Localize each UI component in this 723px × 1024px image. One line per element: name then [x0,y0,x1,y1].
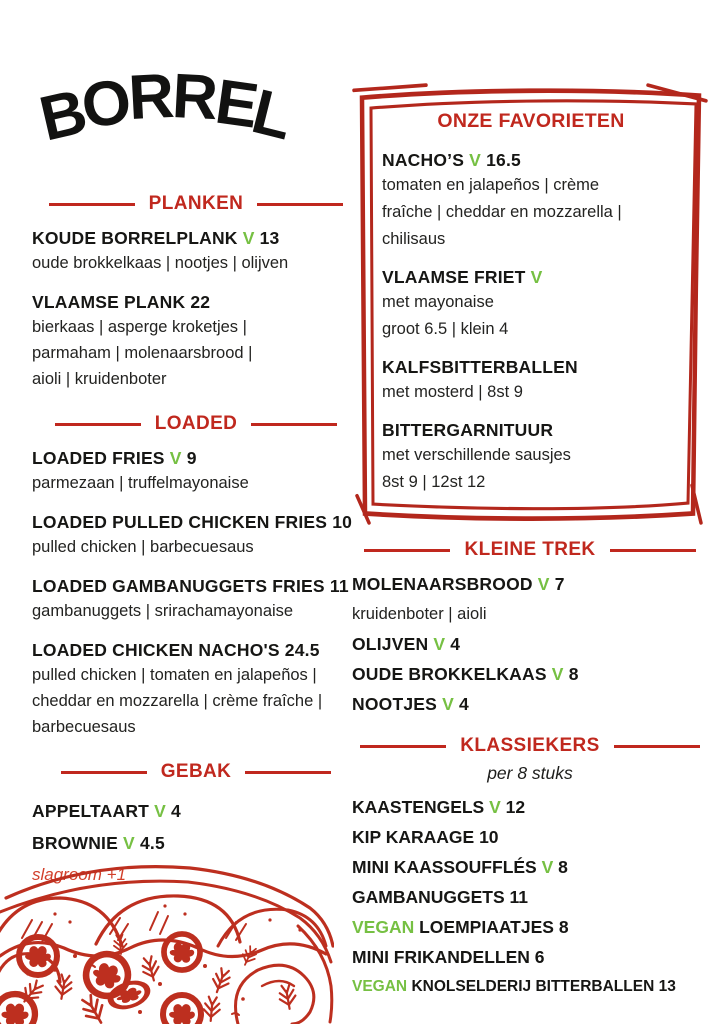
price: 6 [534,947,545,967]
veg-marker: V [489,797,501,817]
page-title [32,50,360,172]
price: 4.5 [139,833,165,853]
section-header [32,413,360,435]
menu-item-title: OUDE BROKKELKAAS V 8 [352,664,579,684]
item-desc-line: barbecuesaus [32,718,136,736]
item-desc-line: pulled chicken | tomaten en jalapeños | [32,666,317,684]
item-desc-line: oude brokkelkaas | nootjes | olijven [32,254,289,272]
item-desc-line: met mosterd | 8st 9 [382,383,523,401]
section-header [32,193,360,215]
nachos-illustration [0,854,334,1024]
divider-line [49,203,135,206]
menu-item [32,639,360,740]
menu-item-title: VLAAMSE FRIET V [382,267,543,287]
title-letter: L [244,76,298,154]
menu-item-title: LOADED FRIES V 9 [32,448,197,468]
section-klassiekers [352,735,708,1002]
left-column [32,50,360,885]
item-desc-line: parmezaan | truffelmayonaise [32,474,249,492]
price: 7 [554,574,565,594]
veg-marker: V [442,694,454,714]
price: 4 [171,801,181,821]
menu-item-title: MINI FRIKANDELLEN 6 [352,947,545,967]
menu-item [382,419,680,496]
price: 10 [479,827,499,847]
title-letter: B [33,76,92,155]
item-desc-line: chilisaus [382,230,446,248]
veg-marker: V [123,833,135,853]
item-desc-line: bierkaas | asperge kroketjes | [32,318,247,336]
title-letter: R [170,60,218,134]
veg-marker: V [537,574,550,594]
price: 10 [332,512,353,532]
price: 4 [450,634,461,654]
divider-line [610,549,696,552]
menu-item [352,659,708,689]
divider-line [251,423,337,426]
menu-item-title: MINI KAASSOUFFLÉS V 8 [352,857,568,877]
menu-item-title: BROWNIE V 4.5 [32,833,165,853]
price: 13 [259,228,280,248]
item-desc-line: tomaten en jalapeños | crème [382,176,600,194]
menu-item [32,575,360,624]
divider-line [360,745,446,748]
vegan-prefix: VEGAN [352,917,415,937]
divider-line [245,771,331,774]
title-letter: O [76,66,134,142]
menu-item-title: KOUDE BORRELPLANK V 13 [32,228,280,248]
menu-item-title: LOADED CHICKEN NACHO'S 24.5 [32,640,320,660]
section-planken [32,193,360,392]
price: 13 [658,978,676,995]
veg-marker: V [530,267,543,287]
item-desc-line: 8st 9 | 12st 12 [382,473,486,491]
price: 9 [186,448,197,468]
price: 22 [190,292,211,312]
menu-item [32,447,360,496]
section-header [352,735,708,757]
menu-item-title: KALFSBITTERBALLEN [382,357,578,377]
veg-marker: V [242,228,255,248]
price: 11 [509,887,529,907]
section-header-label: KLEINE TREK [464,539,596,560]
price: 8 [568,664,579,684]
divider-line [61,771,147,774]
menu-item [352,569,708,629]
item-desc-line: fraîche | cheddar en mozzarella | [382,203,622,221]
price: 11 [329,576,349,596]
item-desc-line: cheddar en mozzarella | crème fraîche | [32,692,323,710]
vegan-prefix: VEGAN [352,978,408,995]
menu-item [32,291,360,392]
section-header [352,539,708,561]
price: 8 [558,857,568,877]
favorites-header: ONZE FAVORIETEN [437,110,625,132]
menu-item [382,356,680,406]
item-desc-line: pulled chicken | barbecuesaus [32,538,254,556]
item-desc-line: met verschillende sausjes [382,446,571,464]
menu-item [352,629,708,659]
item-desc-line: parmaham | molenaarsbrood | [32,344,253,362]
menu-item [32,795,360,827]
veg-marker: V [169,448,182,468]
menu-item-title: KAASTENGELS V 12 [352,797,526,817]
menu-item [32,227,360,276]
divider-line [257,203,343,206]
menu-item-title: MOLENAARSBROOD V 7 [352,574,565,594]
veg-marker: V [551,664,564,684]
price: 4 [459,694,469,714]
section-header-label: LOADED [154,413,238,434]
section-header-label: PLANKEN [148,193,244,214]
section-header [32,761,360,783]
item-desc-line: aioli | kruidenboter [32,370,167,388]
menu-item [32,511,360,560]
price: 12 [505,797,526,817]
menu-item-title: APPELTAART V 4 [32,801,181,821]
item-desc-line: groot 6.5 | klein 4 [382,320,509,338]
section-header-label: KLASSIEKERS [460,735,600,756]
veg-marker: V [433,634,446,654]
veg-marker: V [469,150,482,170]
divider-line [614,745,700,748]
item-desc-line: met mayonaise [382,293,494,311]
extra-note: slagroom +1 [32,865,127,884]
price: 16.5 [486,150,521,170]
right-column [352,82,708,1002]
menu-item-title: BITTERGARNITUUR [382,420,554,440]
menu-item [382,266,680,343]
menu-item-title: NACHO’S V 16.5 [382,150,521,170]
menu-item-title: VEGAN KNOLSELDERIJ BITTERBALLEN 13 [352,978,676,995]
section-kleine-trek [352,539,708,719]
veg-marker: V [541,857,554,877]
veg-marker: V [154,801,166,821]
menu-item-title: VLAAMSE PLANK 22 [32,292,211,312]
section-loaded [32,413,360,740]
price: 24.5 [284,640,320,660]
section-subtitle: per 8 stuks [487,763,573,783]
item-desc-line: gambanuggets | srirachamayonaise [32,602,294,620]
section-header-label: GEBAK [160,761,232,782]
divider-line [55,423,141,426]
menu-item-title: NOOTJES V 4 [352,694,469,714]
menu-item-title: KIP KARAAGE 10 [352,827,499,847]
title-letter: R [126,60,174,134]
menu-item-title: VEGAN LOEMPIAATJES 8 [352,917,569,937]
menu-item-title: GAMBANUGGETS 11 [352,887,529,907]
favorites-box [352,82,708,525]
item-desc-line: kruidenboter | aioli [352,605,487,623]
menu-item-title: LOADED GAMBANUGGETS FRIES 11 [32,576,349,596]
menu-item [382,149,680,253]
title-letter: E [210,66,261,142]
divider-line [364,549,450,552]
menu-item-title: OLIJVEN V 4 [352,634,461,654]
price: 8 [558,917,569,937]
menu-item-title: LOADED PULLED CHICKEN FRIES 10 [32,512,353,532]
menu-item [352,689,708,719]
